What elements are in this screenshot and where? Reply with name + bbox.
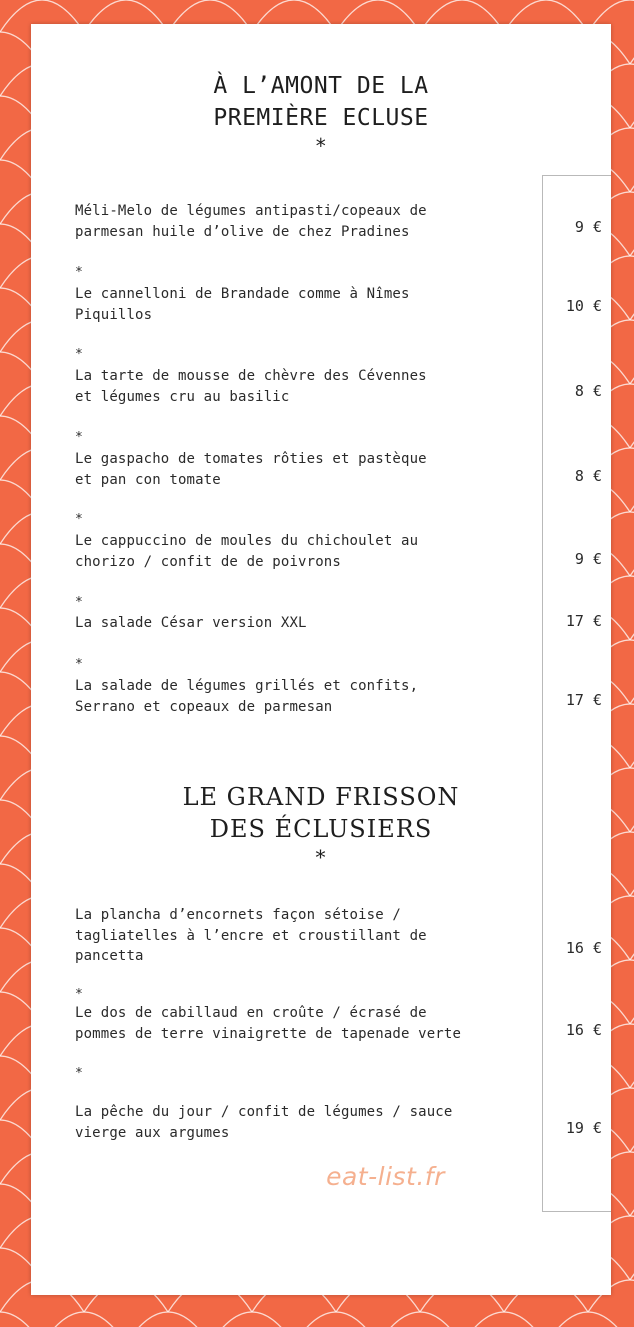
menu-item-price: 9 €	[574, 218, 602, 236]
section-title-line: À L’AMONT DE LA	[213, 73, 429, 99]
item-separator: *	[75, 657, 83, 672]
menu-item-price: 9 €	[574, 550, 602, 568]
menu-item-line: Le cannelloni de Brandade comme à Nîmes	[75, 286, 410, 302]
section-title-line: LE GRAND FRISSON	[182, 783, 460, 811]
menu-item-line: chorizo / confit de de poivrons	[75, 553, 341, 570]
menu-item-price: 17 €	[565, 691, 602, 709]
menu-item-line: La tarte de mousse de chèvre des Cévennes	[75, 368, 427, 384]
menu-item-line: Serrano et copeaux de parmesan	[75, 698, 333, 715]
menu-item-line: parmesan huile d’olive de chez Pradines	[75, 223, 410, 240]
menu-item	[75, 613, 530, 634]
menu-item-price: 16 €	[565, 939, 602, 957]
menu-item-line: La pêche du jour / confit de légumes / sauce	[75, 1104, 453, 1120]
item-separator: *	[75, 347, 83, 362]
section-star: *	[314, 134, 328, 158]
item-separator: *	[75, 512, 83, 527]
menu-item-line: Le gaspacho de tomates rôties et pastèque	[75, 451, 427, 467]
section-star: *	[315, 845, 327, 869]
menu-item	[75, 1102, 530, 1143]
item-separator: *	[75, 987, 83, 1002]
menu-item-line: et légumes cru au basilic	[75, 388, 290, 405]
menu-item	[75, 676, 530, 717]
menu-item-line: Piquillos	[75, 306, 153, 323]
menu-item-price: 10 €	[565, 297, 602, 315]
menu-item-line: pommes de terre vinaigrette de tapenade verte	[75, 1025, 462, 1042]
menu-item	[75, 531, 530, 572]
section-title-line: DES ÉCLUSIERS	[209, 815, 433, 843]
item-separator: *	[75, 430, 83, 445]
menu-item-price: 17 €	[565, 612, 602, 630]
section-title-frisson	[31, 781, 611, 869]
menu-item-line: Le cappuccino de moules du chichoulet au	[75, 533, 419, 549]
section-title-amont	[31, 70, 611, 158]
menu-item-line: La plancha d’encornets façon sétoise /	[75, 907, 401, 923]
menu-item	[75, 449, 530, 490]
menu-item	[75, 1003, 530, 1044]
menu-item-line: pancetta	[75, 948, 144, 964]
menu-item-line: Méli-Melo de légumes antipasti/copeaux de	[75, 203, 427, 219]
menu-item-line: vierge aux argumes	[75, 1124, 230, 1141]
menu-item-line: et pan con tomate	[75, 471, 221, 488]
menu-item-price: 16 €	[565, 1021, 602, 1039]
menu-item-line: La salade de légumes grillés et confits,	[75, 678, 419, 694]
item-separator: *	[75, 1066, 83, 1081]
menu-item-line: tagliatelles à l’encre et croustillant de	[75, 927, 427, 944]
menu-item	[75, 905, 530, 967]
watermark-logo: eat-list.fr	[326, 1162, 445, 1191]
menu-item-price: 19 €	[565, 1119, 602, 1137]
menu-item-line: Le dos de cabillaud en croûte / écrasé de	[75, 1005, 427, 1021]
menu-item-price: 8 €	[574, 467, 602, 485]
menu-item-line: La salade César version XXL	[75, 615, 307, 631]
section-title-line: PREMIÈRE ECLUSE	[213, 105, 429, 131]
item-separator: *	[75, 595, 83, 610]
menu-item	[75, 284, 530, 325]
item-separator: *	[75, 265, 83, 280]
menu-item	[75, 201, 530, 242]
menu-item-price: 8 €	[574, 382, 602, 400]
menu-item	[75, 366, 530, 407]
